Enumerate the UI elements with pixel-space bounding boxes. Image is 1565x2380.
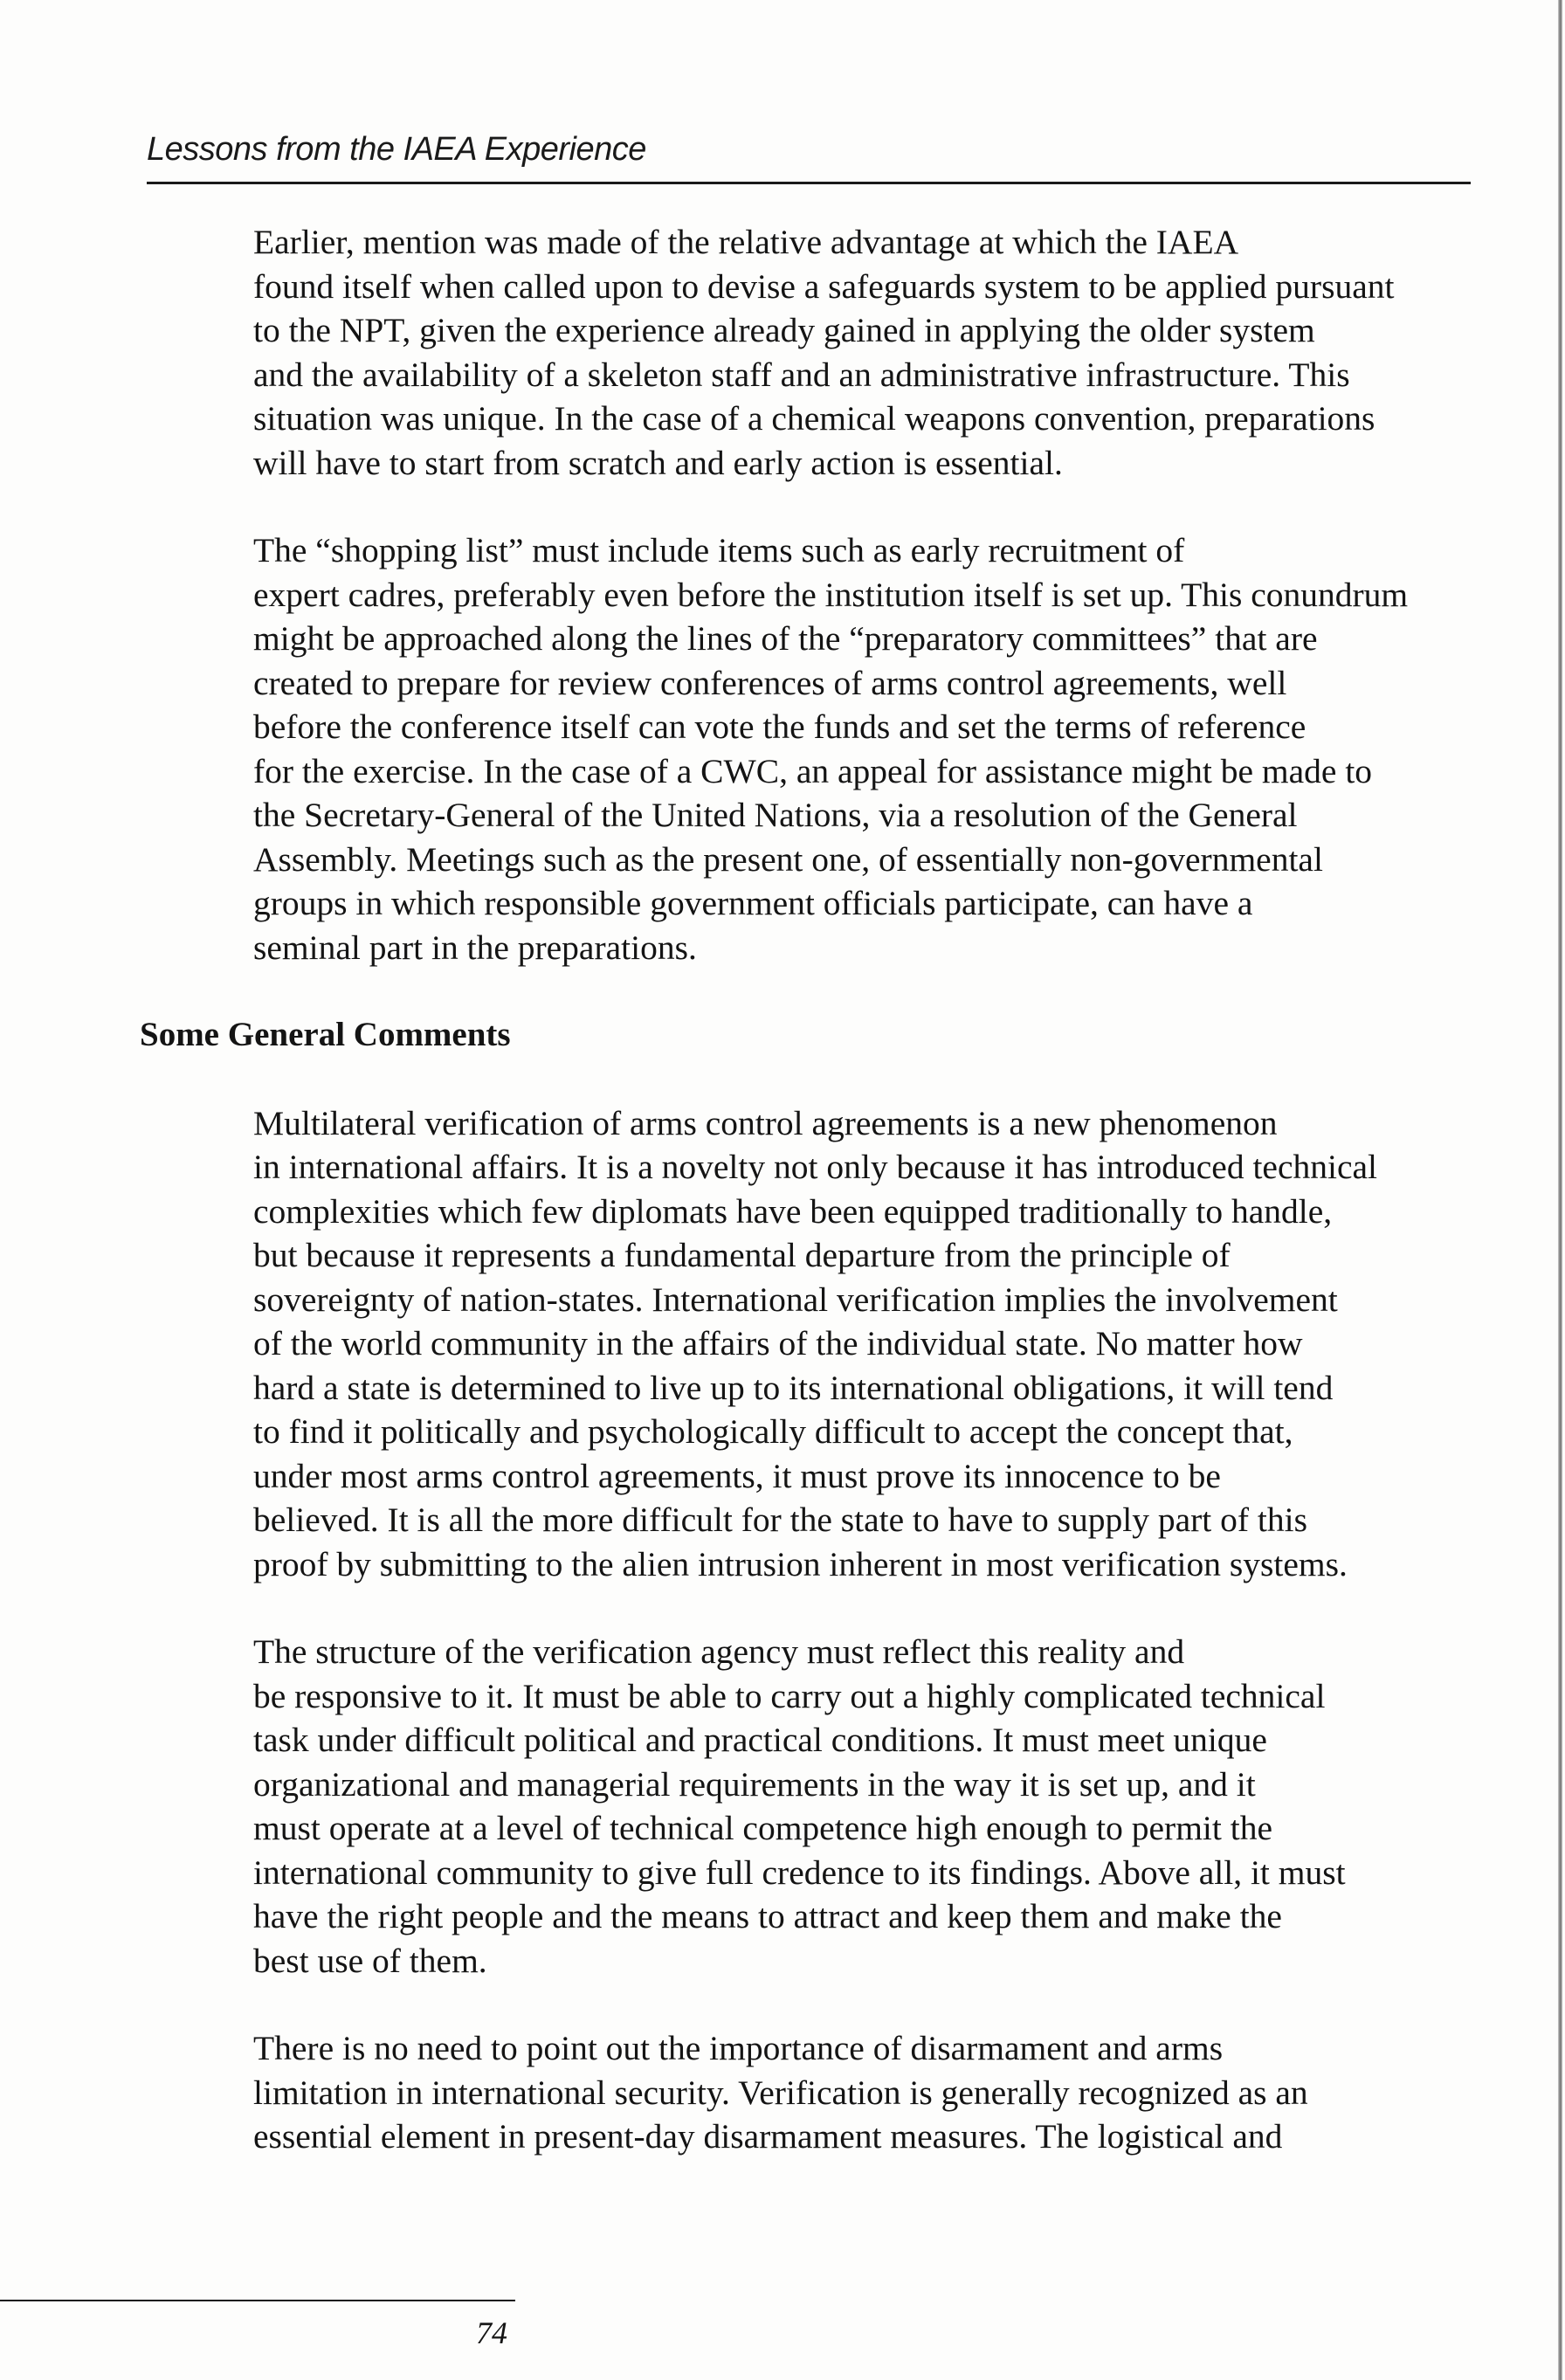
text-line: under most arms control agreements, it must prove its innocence to be xyxy=(253,1456,1221,1495)
body-text xyxy=(140,220,1485,2203)
running-header: Lessons from the IAEA Experience xyxy=(147,131,646,168)
paragraph-disarmament xyxy=(140,2026,1485,2159)
text-line: groups in which responsible government officials participate, can have a xyxy=(253,884,1253,922)
text-line: complexities which few diplomats have been equipped traditionally to handle, xyxy=(253,1191,1333,1231)
text-line: must operate at a level of technical competence high enough to permit the xyxy=(253,1809,1273,1847)
text-line: sovereignty of nation-states. International verification implies the involvement xyxy=(253,1280,1338,1319)
text-line: situation was unique. In the case of a chemical weapons convention, preparations xyxy=(253,399,1375,438)
text-line: created to prepare for review conferences of arms control agreements, well xyxy=(253,663,1287,702)
text-line: will have to start from scratch and early action is essential. xyxy=(253,443,1063,482)
paragraph-structure xyxy=(140,1630,1485,1983)
text-line: believed. It is all the more difficult for the state to have to supply part of this xyxy=(253,1500,1308,1539)
text-line: for the exercise. In the case of a CWC, an appeal for assistance might be made to xyxy=(253,751,1373,790)
text-line: expert cadres, preferably even before the institution itself is set up. This conundrum xyxy=(253,575,1409,614)
text-line: Assembly. Meetings such as the present one, of essentially non-governmental xyxy=(253,839,1323,879)
text-line: limitation in international security. Verification is generally recognized as an xyxy=(253,2073,1308,2112)
text-line: The “shopping list” must include items such as early recruitment of xyxy=(253,531,1185,569)
paragraph-shopping-list xyxy=(140,528,1485,969)
text-line: There is no need to point out the importance of disarmament and arms xyxy=(253,2029,1224,2067)
text-line: best use of them. xyxy=(253,1941,487,1980)
text-line: The structure of the verification agency must reflect this reality and xyxy=(253,1632,1185,1671)
text-line: task under difficult political and practical conditions. It must meet unique xyxy=(253,1721,1267,1759)
text-line: organizational and managerial requirements in the way it is set up, and it xyxy=(253,1764,1256,1804)
text-line: before the conference itself can vote the funds and set the terms of reference xyxy=(253,707,1306,746)
text-line: proof by submitting to the alien intrusion inherent in most verification systems. xyxy=(253,1544,1348,1583)
text-line: Multilateral verification of arms control agreements is a new phenomenon xyxy=(253,1103,1278,1142)
section-heading: Some General Comments xyxy=(140,1016,511,1053)
text-line: of the world community in the affairs of the individual state. No matter how xyxy=(253,1324,1303,1362)
text-line: the Secretary-General of the United Nations, via a resolution of the General xyxy=(253,796,1298,834)
text-line: essential element in present-day disarmament measures. The logistical and xyxy=(253,2117,1283,2156)
text-line: found itself when called upon to devise a safeguards system to be applied pursuant xyxy=(253,266,1395,306)
text-line: have the right people and the means to attract and keep them and make the xyxy=(253,1897,1282,1935)
text-line: Earlier, mention was made of the relative advantage at which the IAEA xyxy=(253,223,1239,261)
text-line: international community to give full credence to its findings. Above all, it must xyxy=(253,1852,1346,1892)
text-line: in international affairs. It is a novelty not only because it has introduced technical xyxy=(253,1148,1378,1186)
text-line: but because it represents a fundamental departure from the principle of xyxy=(253,1236,1231,1274)
text-line: hard a state is determined to live up to its international obligations, it will tend xyxy=(253,1368,1334,1407)
header-rule xyxy=(147,182,1471,184)
text-line: to the NPT, given the experience already gained in applying the older system xyxy=(253,311,1315,349)
text-line: might be approached along the lines of the “preparatory committees” that are xyxy=(253,619,1318,658)
paragraph-multilateral xyxy=(140,1101,1485,1587)
footer-rule xyxy=(0,2300,515,2301)
text-line: seminal part in the preparations. xyxy=(253,928,697,967)
text-line: to find it politically and psychologically difficult to accept the concept that, xyxy=(253,1412,1293,1451)
paragraph-advantage xyxy=(140,220,1485,485)
text-line: be responsive to it. It must be able to carry out a highly complicated technical xyxy=(253,1676,1326,1715)
page-number: 74 xyxy=(476,2315,507,2350)
scan-edge-shadow xyxy=(1558,0,1562,2380)
text-line: and the availability of a skeleton staff and an administrative infrastructure. This xyxy=(253,355,1350,394)
